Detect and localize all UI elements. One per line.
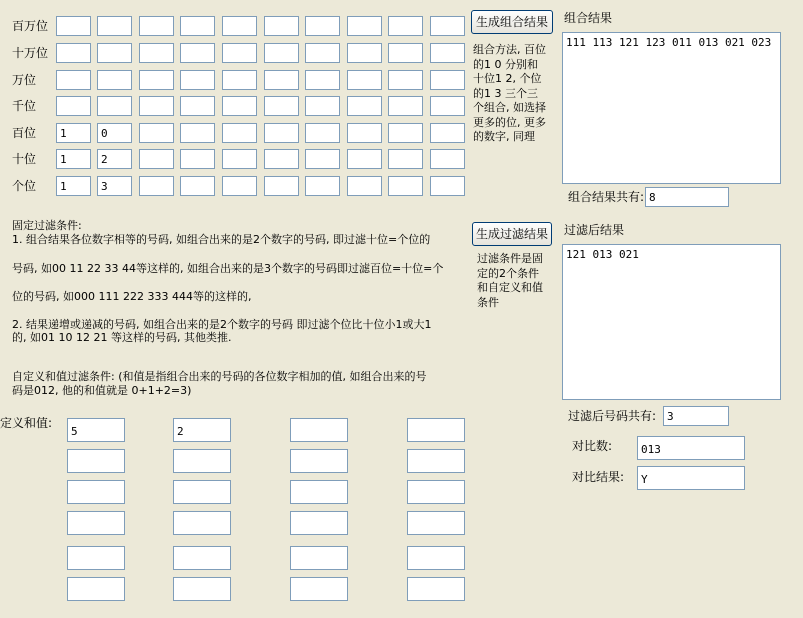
filtered-count-label: 过滤后号码共有: — [568, 409, 657, 423]
digit-input[interactable] — [264, 123, 299, 143]
combo-count-label: 组合结果共有: — [568, 190, 645, 204]
sum-value-input[interactable] — [290, 577, 348, 601]
digit-input[interactable] — [347, 123, 382, 143]
digit-input[interactable] — [139, 16, 174, 36]
digit-input[interactable] — [222, 43, 257, 63]
generate-help-line: 更多的位, 更多 — [473, 115, 546, 129]
generate-help-line: 的数字, 同理 — [473, 130, 535, 143]
digit-input[interactable] — [264, 176, 299, 196]
filter-help-line: 和自定义和值 — [477, 281, 543, 294]
custom-filter-line-1: 自定义和值过滤条件: (和值是指组合出来的号码的各位数字相加的值, 如组合出来的号 — [12, 370, 427, 383]
digit-input[interactable] — [180, 43, 215, 63]
compare-result-label: 对比结果: — [572, 470, 625, 484]
digit-input[interactable] — [264, 149, 299, 169]
digit-input[interactable] — [388, 70, 423, 90]
digit-input[interactable] — [97, 70, 132, 90]
fixed-filter-line-4: 2. 结果递增或递减的号码, 如组合出来的是2个数字的号码 即过滤个位比十位小1或大1 — [12, 318, 432, 331]
digit-input[interactable] — [97, 149, 132, 169]
digit-input[interactable] — [97, 43, 132, 63]
digit-input[interactable] — [430, 16, 465, 36]
digit-input[interactable] — [305, 96, 340, 116]
digit-input[interactable] — [56, 43, 91, 63]
digit-input[interactable] — [222, 123, 257, 143]
digit-input[interactable] — [180, 149, 215, 169]
filter-help-line: 定的2个条件 — [477, 266, 539, 280]
digit-input[interactable] — [139, 176, 174, 196]
digit-input[interactable] — [139, 43, 174, 63]
sum-value-input[interactable] — [67, 449, 125, 473]
compare-number-field[interactable] — [637, 436, 745, 460]
digit-input[interactable] — [430, 43, 465, 63]
digit-input[interactable] — [430, 149, 465, 169]
fixed-filter-line-3: 位的号码, 如000 111 222 333 444等的这样的, — [12, 290, 252, 303]
digit-row-label: 十万位 — [12, 46, 49, 60]
custom-sum-label: 定义和值: — [0, 416, 53, 430]
digit-input[interactable] — [97, 123, 132, 143]
digit-input[interactable] — [222, 96, 257, 116]
compare-number-label: 对比数: — [572, 439, 613, 453]
digit-input[interactable] — [180, 70, 215, 90]
sum-value-input[interactable] — [67, 546, 125, 570]
digit-input[interactable] — [305, 123, 340, 143]
digit-input[interactable] — [305, 16, 340, 36]
digit-input[interactable] — [139, 96, 174, 116]
fixed-filter-line-2: 号码, 如00 11 22 33 44等这样的, 如组合出来的是3个数字的号码即过滤百位=十位=个 — [12, 262, 444, 275]
digit-row-label: 个位 — [12, 179, 37, 193]
digit-input[interactable] — [264, 16, 299, 36]
digit-input[interactable] — [305, 176, 340, 196]
digit-input[interactable] — [388, 176, 423, 196]
digit-input[interactable] — [347, 16, 382, 36]
combo-result-title: 组合结果 — [564, 11, 613, 25]
digit-row-label: 百位 — [12, 126, 37, 140]
digit-input[interactable] — [56, 176, 91, 196]
filtered-result-title: 过滤后结果 — [564, 223, 625, 237]
sum-value-input[interactable] — [173, 418, 231, 442]
combo-count-field[interactable] — [645, 187, 729, 207]
combo-result-textarea[interactable] — [562, 32, 781, 184]
digit-input[interactable] — [139, 70, 174, 90]
sum-value-input[interactable] — [173, 546, 231, 570]
digit-input[interactable] — [430, 70, 465, 90]
digit-input[interactable] — [347, 96, 382, 116]
digit-input[interactable] — [347, 43, 382, 63]
digit-input[interactable] — [180, 16, 215, 36]
digit-input[interactable] — [347, 176, 382, 196]
sum-value-input[interactable] — [407, 480, 465, 504]
filter-help-line: 过滤条件是固 — [477, 252, 543, 265]
digit-input[interactable] — [222, 176, 257, 196]
digit-input[interactable] — [97, 176, 132, 196]
sum-value-input[interactable] — [407, 449, 465, 473]
sum-value-input[interactable] — [173, 449, 231, 473]
digit-input[interactable] — [264, 96, 299, 116]
digit-input[interactable] — [97, 96, 132, 116]
filter-help-line: 条件 — [477, 295, 499, 309]
digit-input[interactable] — [139, 123, 174, 143]
generate-help-line: 组合方法, 百位 — [473, 43, 546, 56]
digit-input[interactable] — [222, 149, 257, 169]
generate-help-line: 的1 0 分别和 — [473, 57, 538, 71]
digit-input[interactable] — [56, 149, 91, 169]
digit-input[interactable] — [180, 96, 215, 116]
sum-value-input[interactable] — [407, 546, 465, 570]
sum-value-input[interactable] — [290, 546, 348, 570]
digit-input[interactable] — [139, 149, 174, 169]
digit-input[interactable] — [56, 123, 91, 143]
digit-input[interactable] — [305, 149, 340, 169]
digit-input[interactable] — [97, 16, 132, 36]
digit-input[interactable] — [347, 70, 382, 90]
generate-help-line: 个组合, 如选择 — [473, 101, 546, 114]
fixed-filter-line-5: 的, 如01 10 12 21 等这样的号码, 其他类推. — [12, 331, 232, 344]
digit-row-label: 十位 — [12, 152, 37, 166]
digit-input[interactable] — [305, 70, 340, 90]
sum-value-input[interactable] — [407, 511, 465, 535]
sum-value-input[interactable] — [290, 511, 348, 535]
fixed-filter-line-1: 1. 组合结果各位数字相等的号码, 如组合出来的是2个数字的号码, 即过滤十位=个位的 — [12, 233, 431, 246]
fixed-filter-title: 固定过滤条件: — [12, 219, 82, 232]
sum-value-input[interactable] — [290, 449, 348, 473]
filtered-count-field[interactable] — [663, 406, 729, 426]
digit-input[interactable] — [430, 123, 465, 143]
digit-input[interactable] — [305, 43, 340, 63]
digit-input[interactable] — [180, 176, 215, 196]
digit-input[interactable] — [388, 43, 423, 63]
compare-result-field[interactable] — [637, 466, 745, 490]
custom-filter-line-2: 码是012, 他的和值就是 0+1+2=3) — [12, 384, 192, 397]
sum-value-input[interactable] — [290, 480, 348, 504]
digit-input[interactable] — [222, 16, 257, 36]
digit-input[interactable] — [56, 96, 91, 116]
digit-input[interactable] — [430, 96, 465, 116]
generate-filter-button[interactable]: 生成过滤结果 — [472, 222, 552, 246]
digit-input[interactable] — [222, 70, 257, 90]
sum-value-input[interactable] — [67, 480, 125, 504]
sum-value-input[interactable] — [173, 577, 231, 601]
sum-value-input[interactable] — [67, 577, 125, 601]
digit-input[interactable] — [180, 123, 215, 143]
sum-value-input[interactable] — [173, 511, 231, 535]
digit-input[interactable] — [264, 43, 299, 63]
digit-input[interactable] — [56, 70, 91, 90]
generate-combination-button[interactable]: 生成组合结果 — [471, 10, 553, 34]
digit-input[interactable] — [388, 123, 423, 143]
sum-value-input[interactable] — [290, 418, 348, 442]
digit-input[interactable] — [388, 149, 423, 169]
digit-input[interactable] — [264, 70, 299, 90]
sum-value-input[interactable] — [407, 577, 465, 601]
sum-value-input[interactable] — [67, 418, 125, 442]
generate-help-line: 的1 3 三个三 — [473, 86, 538, 100]
digit-input[interactable] — [388, 96, 423, 116]
sum-value-input[interactable] — [173, 480, 231, 504]
digit-input[interactable] — [56, 16, 91, 36]
filtered-result-textarea[interactable] — [562, 244, 781, 400]
generate-help-line: 十位1 2, 个位 — [473, 72, 542, 85]
digit-row-label: 千位 — [12, 99, 37, 113]
digit-input[interactable] — [430, 176, 465, 196]
sum-value-input[interactable] — [67, 511, 125, 535]
digit-input[interactable] — [388, 16, 423, 36]
digit-row-label: 百万位 — [12, 19, 49, 33]
sum-value-input[interactable] — [407, 418, 465, 442]
digit-row-label: 万位 — [12, 73, 37, 87]
digit-input[interactable] — [347, 149, 382, 169]
